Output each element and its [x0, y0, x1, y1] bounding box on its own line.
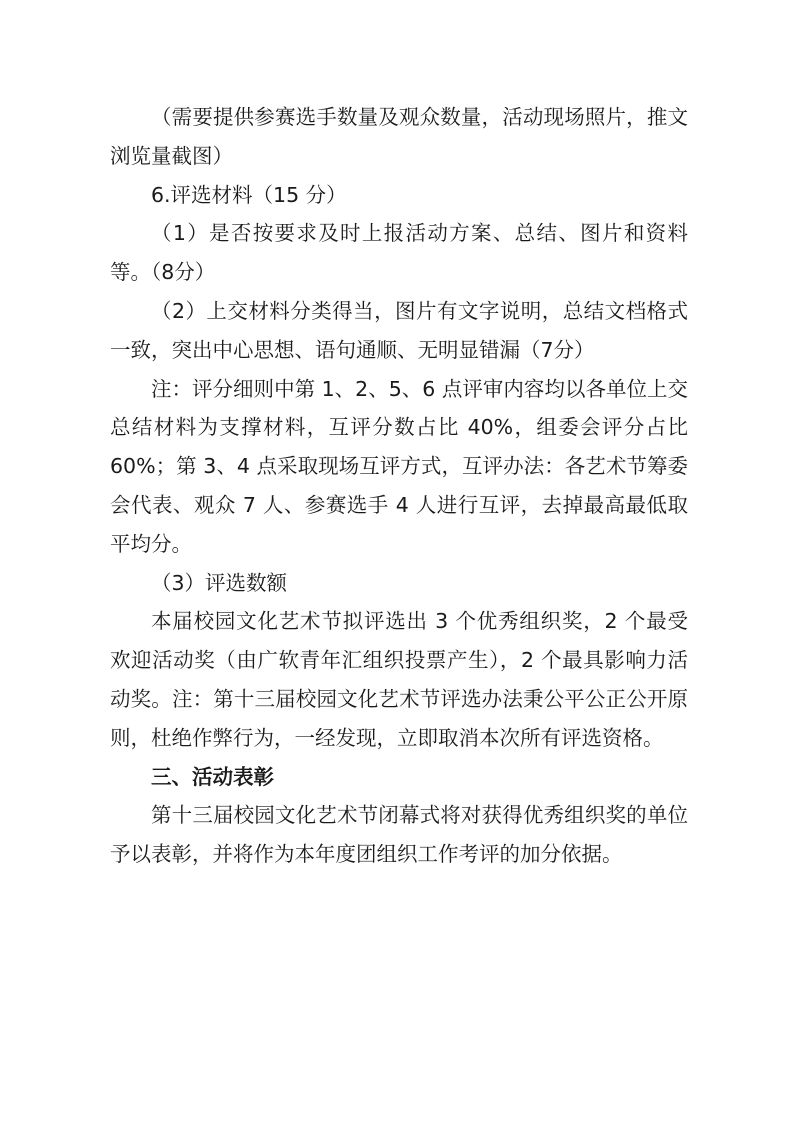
- paragraph-award-quota: 本届校园文化艺术节拟评选出 3 个优秀组织奖，2 个最受欢迎活动奖（由广软青年汇组织投票产生），2 个最具影响力活动奖。注：第十三届校园文化艺术节评选办法秉公平公正公开原则，杜绝作弊行为，一经发现，立即取消本次所有评选资格。: [110, 609, 688, 750]
- paragraph-scoring-note: 注：评分细则中第 1、2、5、6 点评审内容均以各单位上交总结材料为支撑材料，互评分数占比 40%，组委会评分占比 60%；第 3、4 点采取现场互评方式，互评办法：各艺术节筹委会代表、观众 7 人、参赛选手 4 人进行互评，去掉最高最低取平均分。: [110, 376, 688, 556]
- paragraph-section-6-title: 6.评选材料（15 分）: [151, 182, 347, 207]
- paragraph-item-2: （2）上交材料分类得当，图片有文字说明，总结文档格式一致，突出中心思想、语句通顺、无明显错漏（7分）: [110, 298, 688, 362]
- section-heading-commendation: 三、活动表彰: [151, 764, 274, 789]
- paragraph-material-note: （需要提供参赛选手数量及观众数量，活动现场照片，推文浏览量截图）: [110, 105, 688, 168]
- paragraph-item-1: （1）是否按要求及时上报活动方案、总结、图片和资料等。（8分）: [110, 221, 688, 285]
- paragraph-item-3-title: （3）评选数额: [151, 570, 288, 595]
- paragraph-commendation: 第十三届校园文化艺术节闭幕式将对获得优秀组织奖的单位予以表彰，并将作为本年度团组织工作考评的加分依据。: [110, 803, 688, 867]
- document-page: [110, 98, 688, 874]
